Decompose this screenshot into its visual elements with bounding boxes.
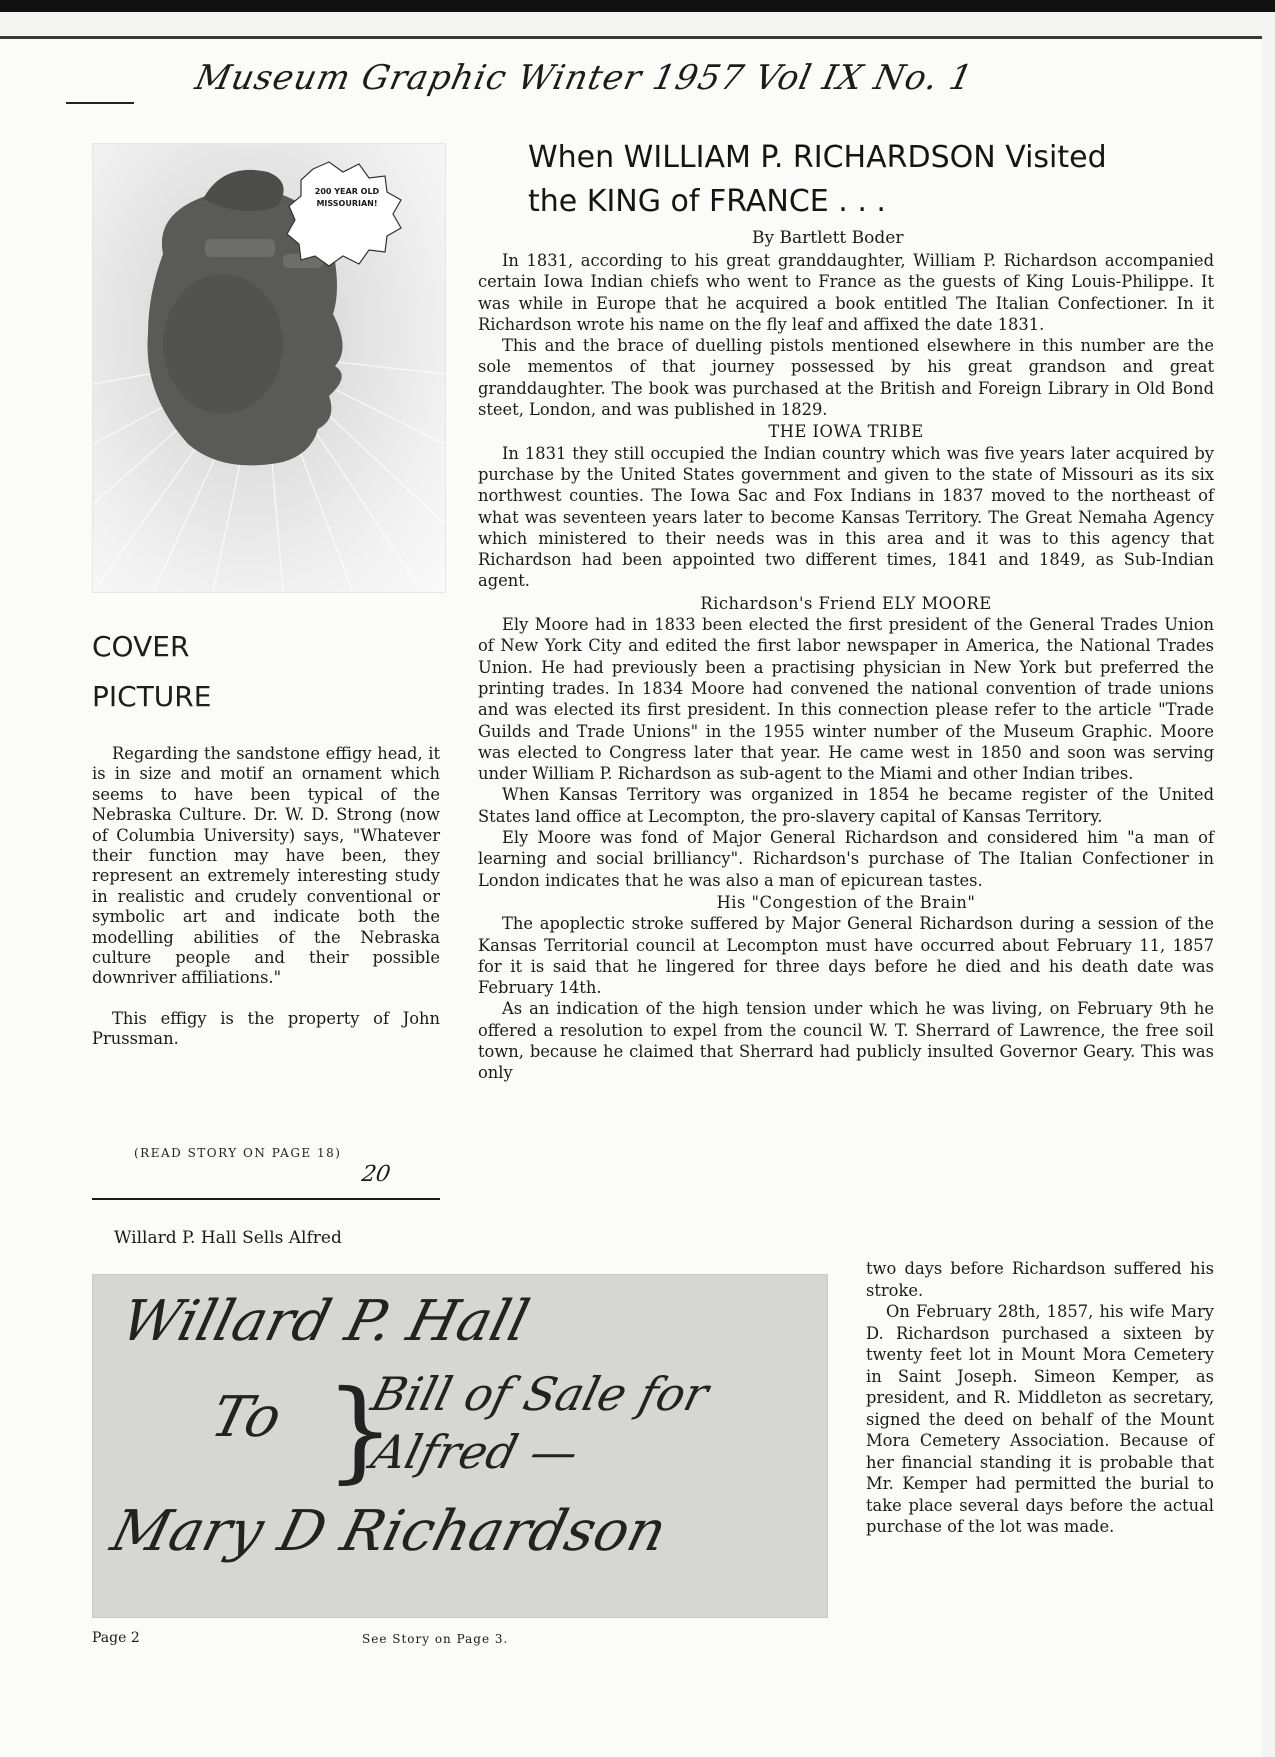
cover-heading-line2: PICTURE bbox=[92, 680, 212, 713]
cover-caption-p2: This effigy is the property of John Prussman. bbox=[92, 1008, 440, 1049]
hall-caption: Willard P. Hall Sells Alfred bbox=[114, 1228, 342, 1248]
handwritten-issue-note: Museum Graphic Winter 1957 Vol IX No. 1 bbox=[191, 58, 977, 98]
article-paragraph: Ely Moore had in 1833 been elected the first president of the General Trades Union of New York City and edited the first labor newspaper in America, the National Trades Union. He had previously been a practising physician in New York but preferred the printing trades. In 1834 Moore had convened the national convention of trade unions and was elected its first president. In this connection please refer to the article "Trade Guilds and Trade Unions" in the 1955 winter number of the Museum Graphic. Moore was elected to Congress later that year. He came west in 1850 and soon was serving under William P. Richardson as sub-agent to the Miami and other Indian tribes. bbox=[478, 615, 1214, 784]
page-number: Page 2 bbox=[92, 1630, 140, 1646]
article-paragraph: Ely Moore was fond of Major General Richardson and considered him "a man of learning and social brilliancy". Richardson's purchase of The Italian Confectioner in London indicates that he was also a man of epicurean tastes. bbox=[478, 828, 1214, 890]
handwritten-page-correction: 20 bbox=[359, 1162, 393, 1187]
article-title-line1: When WILLIAM P. RICHARDSON Visited bbox=[528, 140, 1107, 175]
article-byline: By Bartlett Boder bbox=[752, 228, 904, 248]
article-paragraph-continued: two days before Richardson suffered his stroke. bbox=[866, 1259, 1214, 1300]
signature-mary-richardson: Mary D Richardson bbox=[104, 1499, 673, 1564]
article-title bbox=[528, 136, 1218, 224]
signature-willard-hall: Willard P. Hall bbox=[114, 1289, 536, 1354]
article-paragraph: In 1831 they still occupied the Indian country which was five years later acquired by purchase by the United States government and given to the state of Missouri as its six northwest counties. The Iowa Sac and Fox Indians in 1837 moved to the northeast of what was seventeen years later to become Kansas Territory. The Great Nemaha Agency which ministered to their needs was in this area and it was to this agency that Richardson had been appointed two different times, 1841 and 1849, as Sub-Indian agent. bbox=[478, 443, 1214, 591]
article-paragraph: This and the brace of duelling pistols mentioned elsewhere in this number are the sole mementos of that journey possessed by his great grandson and great granddaughter. The book was purchased at the British and Foreign Library in Old Bond steet, London, and was published in 1829. bbox=[478, 336, 1214, 420]
cover-caption bbox=[92, 744, 440, 1070]
scan-top-edge bbox=[0, 0, 1275, 12]
article-body-wrap bbox=[866, 1258, 1214, 1538]
read-story-note: (READ STORY ON PAGE 18) bbox=[134, 1146, 342, 1160]
signature-to: To bbox=[204, 1385, 288, 1450]
article-paragraph: As an indication of the high tension under which he was living, on February 9th he offered a resolution to expel from the council W. T. Sherrard of Lawrence, the free soil town, because he claimed that Sherrard had publicly insulted Governor Geary. This was only bbox=[478, 999, 1214, 1083]
signature-bill-of-sale: Bill of Sale for bbox=[366, 1367, 714, 1421]
article-title-line2: the KING of FRANCE . . . bbox=[528, 184, 886, 219]
section-heading-congestion: His "Congestion of the Brain" bbox=[716, 892, 976, 912]
signature-alfred: Alfred — bbox=[366, 1425, 584, 1479]
section-heading-iowa: THE IOWA TRIBE bbox=[768, 422, 924, 442]
cover-picture-heading bbox=[92, 622, 211, 722]
badge-burst bbox=[287, 162, 401, 266]
cover-heading-line1: COVER bbox=[92, 630, 190, 663]
bracket-mark: } bbox=[325, 1366, 395, 1494]
see-story-note: See Story on Page 3. bbox=[362, 1632, 509, 1646]
cover-caption-p1: Regarding the sandstone effigy head, it is in size and motif an ornament which seems to have been typical of the Nebraska Culture. Dr. W. D. Strong (now of Columbia University) says, "Whatever their function may have been, they represent an extremely interesting study in realistic and crudely conventional or symbolic art and indicate both the modelling abilities of the Nebraska culture people and their possible downriver affiliations." bbox=[92, 744, 440, 988]
cover-badge-text: 200 YEAR OLD MISSOURIAN! bbox=[314, 187, 380, 208]
section-heading-ely-moore: Richardson's Friend ELY MOORE bbox=[700, 593, 992, 613]
article-paragraph: On February 28th, 1857, his wife Mary D. Richardson purchased a sixteen by twenty feet lot in Mount Mora Cemetery in Saint Joseph. Simeon Kemper, as president, and R. Middleton as secretary, signed the deed on behalf of the Mount Mora Cemetery Association. Because of her financial standing it is probable that Mr. Kemper had permitted the burial to take place several days before the actual purchase of the lot was made. bbox=[866, 1302, 1214, 1536]
article-paragraph: When Kansas Territory was organized in 1854 he became register of the United States land office at Lecompton, the pro-slavery capital of Kansas Territory. bbox=[478, 785, 1214, 826]
article-paragraph: In 1831, according to his great granddaughter, William P. Richardson accompanied certain Iowa Indian chiefs who went to France as the guests of King Louis-Philippe. It was while in Europe that he acquired a book entitled The Italian Confectioner. In it Richardson wrote his name on the fly leaf and affixed the date 1831. bbox=[478, 251, 1214, 334]
effigy-head-illustration bbox=[93, 144, 445, 592]
article-paragraph: The apoplectic stroke suffered by Major General Richardson during a session of the Kansas Territorial council at Lecompton must have occurred about February 11, 1857 for it is said that he lingered for three days before he died and his death date was February 14th. bbox=[478, 914, 1214, 998]
side-column-rule bbox=[92, 1198, 440, 1200]
bill-of-sale-photo bbox=[92, 1274, 828, 1618]
header-rule bbox=[66, 102, 134, 104]
cover-photo-effigy-head bbox=[92, 143, 446, 593]
article-body bbox=[478, 250, 1214, 1084]
